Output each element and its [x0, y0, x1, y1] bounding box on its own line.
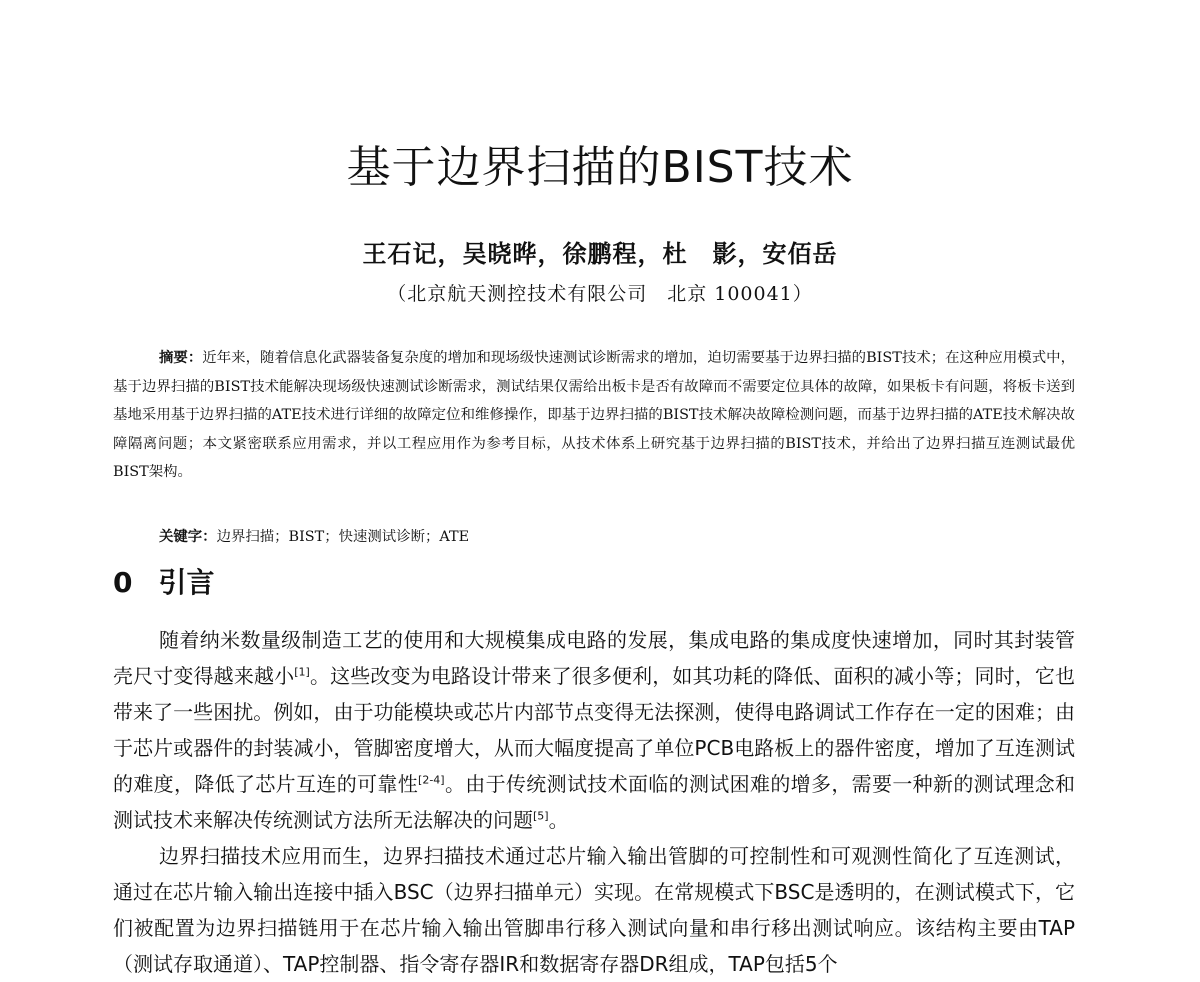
- abstract-text: 近年来，随着信息化武器装备复杂度的增加和现场级快速测试诊断需求的增加，迫切需要基于边界扫描的BIST技术；在这种应用模式中，基于边界扫描的BIST技术能解决现场级快速测试诊断需求，测试结果仅需给出板卡是否有故障而不需要定位具体的故障，如果板卡有问题，将板卡送到基地采用基于边界扫描的ATE技术进行详细的故障定位和维修操作，即基于边界扫描的BIST技术解决故障检测问题，而基于边界扫描的ATE技术解决故障隔离问题；本文紧密联系应用需求，并以工程应用作为参考目标，从技术体系上研究基于边界扫描的BIST技术，并给出了边界扫描互连测试最优BIST架构。: [113, 350, 1075, 480]
- section-number: 0: [113, 566, 133, 599]
- paragraph-text: 。这些改变为电路设计带来了很多便利，如其功耗的降低、面积的减小等；同时，它也带来了一些困扰。例如，由于功能模块或芯片内部节点变得无法探测，使得电路调试工作存在一定的困难；由于芯片或器件的封装减小，管脚密度增大，从而大幅度提高了单位PCB电路板上的器件密度，增加了互连测试的难度，降低了芯片互连的可靠性: [113, 664, 1076, 796]
- body-paragraph: [113, 838, 1075, 982]
- body-paragraph: [113, 622, 1075, 838]
- author-list: 王石记，吴晓晔，徐鹏程，杜 影，安佰岳: [362, 239, 838, 268]
- body-text: [113, 622, 1075, 982]
- section-heading: [113, 562, 215, 604]
- section-title: 引言: [158, 566, 215, 599]
- paragraph-text: 。由于传统测试技术面临的测试困难的增多，需要一种新的测试理念和测试技术来解决传统测试方法所无法解决的问题: [113, 772, 1076, 832]
- affiliation: （北京航天测控技术有限公司 北京 100041）: [387, 283, 813, 305]
- paragraph-text: 边界扫描技术应用而生，边界扫描技术通过芯片输入输出管脚的可控制性和可观测性简化了互连测试，通过在芯片输入输出连接中插入BSC（边界扫描单元）实现。在常规模式下BSC是透明的，在测试模式下，它们被配置为边界扫描链用于在芯片输入输出管脚串行移入测试向量和串行移出测试响应。该结构主要由TAP（测试存取通道）、TAP控制器、指令寄存器IR和数据寄存器DR组成，TAP包括5个: [113, 844, 1075, 976]
- citation-ref: [1]: [294, 665, 310, 679]
- keywords-label: 关键字：: [159, 529, 217, 545]
- keywords-text: 边界扫描；BIST；快速测试诊断；ATE: [216, 529, 470, 545]
- paragraph-text: 随着纳米数量级制造工艺的使用和大规模集成电路的发展，集成电路的集成度快速增加，同时其封装管壳尺寸变得越来越小: [113, 628, 1075, 688]
- citation-ref: [2-4]: [418, 773, 445, 787]
- paragraph-text: 。: [548, 808, 569, 832]
- abstract-label: 摘要：: [159, 350, 203, 366]
- paper-title: 基于边界扫描的BIST技术: [346, 142, 854, 193]
- citation-ref: [5]: [533, 809, 549, 823]
- abstract: [113, 344, 1075, 487]
- keywords: [159, 523, 469, 551]
